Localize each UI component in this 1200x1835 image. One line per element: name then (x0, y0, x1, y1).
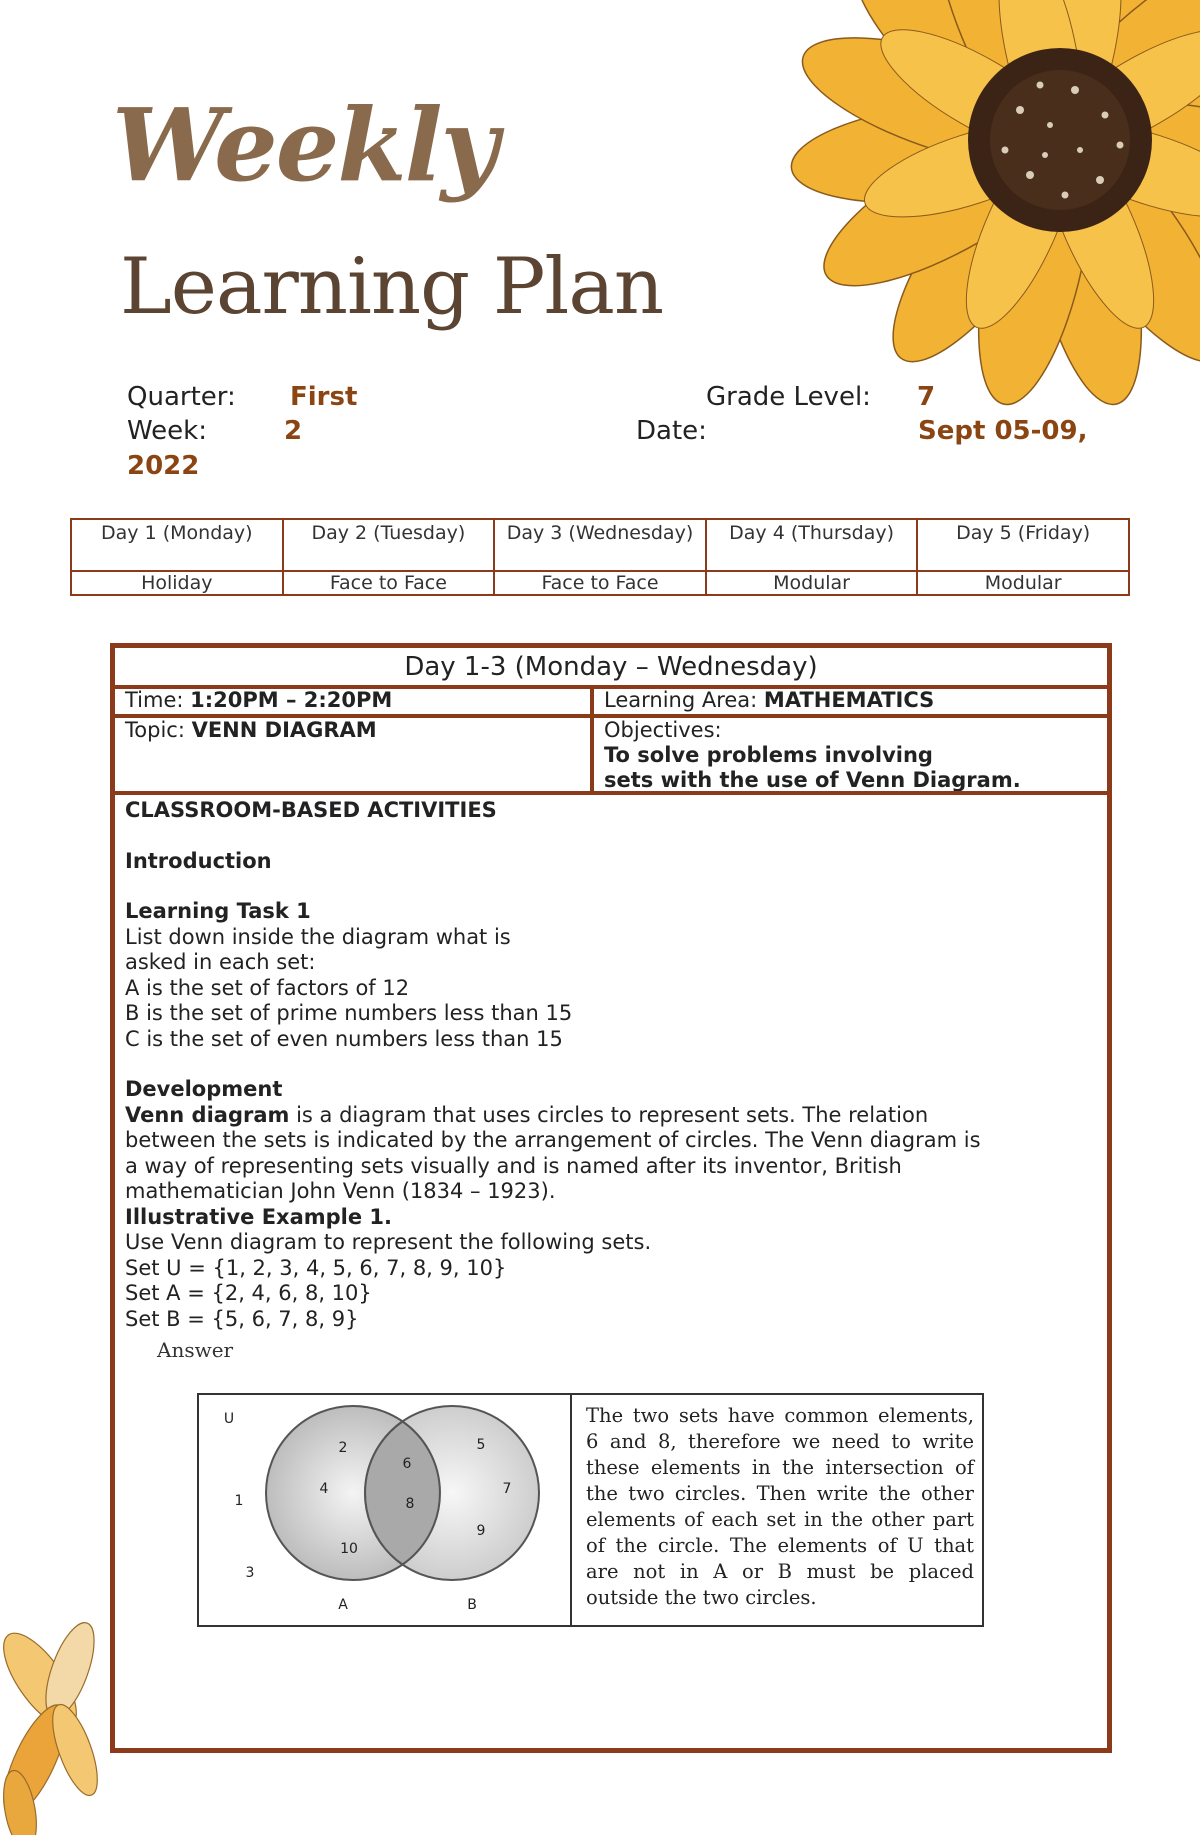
venn-element: 8 (405, 1496, 415, 1512)
lesson-content (125, 798, 1025, 1332)
grade-level-value: 7 (917, 382, 936, 412)
grade-level-label: Grade Level: (706, 382, 871, 412)
venn-element: 7 (502, 1481, 512, 1497)
schedule-mode-5: Modular (917, 571, 1129, 595)
learning-task-heading: Learning Task 1 (125, 899, 311, 923)
schedule-mode-2: Face to Face (283, 571, 495, 595)
venn-element: 2 (338, 1440, 348, 1456)
schedule-day-4: Day 4 (Thursday) (706, 519, 918, 571)
venn-figure (197, 1393, 984, 1627)
schedule-day-1: Day 1 (Monday) (71, 519, 283, 571)
venn-diagram (199, 1395, 568, 1625)
development-heading: Development (125, 1077, 283, 1101)
week-label: Week: (127, 416, 207, 446)
venn-explanation: The two sets have common elements, 6 and 8, therefore we need to write these elements in the intersection of the two circles. Then write the other elements of each set in the other part of the circle. The elements of U that are not in A or B must be placed outside the two circles. (570, 1395, 986, 1625)
weekly-schedule-table (70, 518, 1130, 596)
venn-element: 3 (245, 1565, 255, 1581)
objectives-field: Objectives: To solve problems involving sets with the use of Venn Diagram. (604, 718, 1021, 792)
development-line: Venn diagram is a diagram that uses circles to represent sets. The relation (125, 1102, 929, 1127)
set-b-label: B (467, 1597, 477, 1613)
schedule-day-2: Day 2 (Tuesday) (283, 519, 495, 571)
date-value-year: 2022 (127, 451, 200, 481)
schedule-mode-3: Face to Face (494, 571, 706, 595)
example-heading: Illustrative Example 1. (125, 1204, 393, 1229)
task-line: List down inside the diagram what is (125, 924, 511, 949)
learning-area-field: Learning Area: MATHEMATICS (604, 688, 935, 712)
example-line: Use Venn diagram to represent the following sets. (125, 1230, 652, 1254)
schedule-mode-1: Holiday (71, 571, 283, 595)
set-a-label: A (338, 1597, 348, 1613)
introduction-heading: Introduction (125, 848, 272, 873)
week-value: 2 (284, 416, 303, 446)
sunflower-decoration (740, 0, 1200, 420)
task-line: C is the set of even numbers less than 15 (125, 1026, 563, 1051)
universe-label: U (223, 1411, 235, 1427)
quarter-value: First (290, 382, 358, 412)
task-line: B is the set of prime numbers less than 15 (125, 1001, 573, 1025)
date-value: Sept 05-09, (918, 416, 1088, 446)
venn-element: 10 (340, 1541, 358, 1557)
activities-heading: CLASSROOM-BASED ACTIVITIES (125, 798, 497, 822)
answer-label: Answer (157, 1338, 234, 1362)
schedule-day-5: Day 5 (Friday) (917, 519, 1129, 571)
venn-element: 5 (476, 1437, 486, 1453)
time-field: Time: 1:20PM – 2:20PM (125, 688, 393, 712)
plan-heading: Day 1-3 (Monday – Wednesday) (404, 652, 818, 682)
schedule-mode-4: Modular (706, 571, 918, 595)
task-line: asked in each set: (125, 950, 316, 974)
venn-element: 6 (402, 1456, 412, 1472)
lesson-plan-box (110, 643, 1112, 1753)
venn-element: 9 (476, 1523, 486, 1539)
example-line: Set U = {1, 2, 3, 4, 5, 6, 7, 8, 9, 10} (125, 1255, 507, 1280)
date-label: Date: (636, 416, 707, 446)
development-line: between the sets is indicated by the arrangement of circles. The Venn diagram is (125, 1128, 981, 1152)
example-line: Set B = {5, 6, 7, 8, 9} (125, 1306, 359, 1331)
example-line: Set A = {2, 4, 6, 8, 10} (125, 1281, 372, 1305)
task-line: A is the set of factors of 12 (125, 975, 410, 1000)
development-line: mathematician John Venn (1834 – 1923). (125, 1179, 556, 1203)
development-line: a way of representing sets visually and is named after its inventor, British (125, 1153, 902, 1178)
venn-element: 4 (319, 1481, 329, 1497)
schedule-day-3: Day 3 (Wednesday) (494, 519, 706, 571)
venn-element: 1 (234, 1493, 244, 1509)
title-weekly: Weekly (112, 86, 497, 204)
title-learning-plan: Learning Plan (120, 242, 664, 332)
quarter-label: Quarter: (127, 382, 236, 412)
topic-field: Topic: VENN DIAGRAM (125, 718, 377, 742)
